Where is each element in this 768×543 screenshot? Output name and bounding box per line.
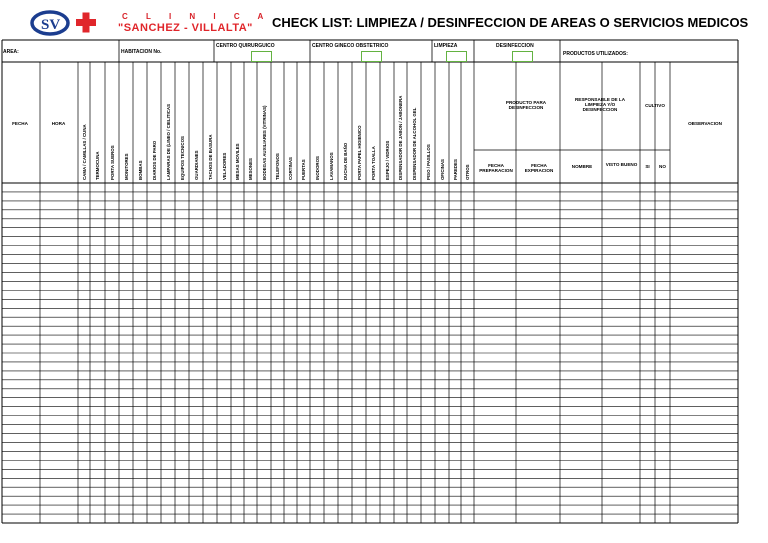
item-column-header: DUCHA DE BAÑO bbox=[342, 142, 348, 180]
area-label: AREA: bbox=[3, 49, 19, 55]
item-column-header: GUARDIANES bbox=[193, 150, 199, 180]
item-column-header: LAMPARAS DE (LINEO / CIELITICAS bbox=[165, 103, 171, 180]
item-column-header: OFICINAS bbox=[439, 159, 445, 180]
fecha-header: FECHA bbox=[12, 121, 28, 126]
item-column-header: PUERTAS bbox=[301, 159, 306, 180]
visto-bueno-header: VISTO BUENO bbox=[605, 162, 638, 167]
fecha-preparacion-header: FECHA PREPARACION bbox=[479, 163, 513, 173]
clinic-name: "SANCHEZ - VILLALTA" bbox=[118, 22, 253, 34]
item-column-header: MESONES bbox=[248, 158, 253, 180]
item-column-header: PORTA SUEROS bbox=[109, 145, 115, 180]
item-column-header: OTROS bbox=[465, 164, 470, 180]
item-column-header: TERMOCUNA bbox=[95, 151, 100, 180]
desinfeccion-checkbox[interactable] bbox=[512, 51, 533, 62]
item-column-header: BOMBAS bbox=[137, 160, 143, 180]
item-column-header: DIARIOS DE PARO bbox=[151, 140, 157, 180]
item-column-header: DISPENSADOR DE ALCOHOL GEL bbox=[411, 107, 417, 180]
item-column-header: DISPENSADOR DE JABON / JABONERA bbox=[398, 95, 403, 180]
si-header: SI bbox=[645, 164, 650, 169]
observacion-header: OBSERVACION bbox=[688, 121, 722, 126]
svg-text:SV: SV bbox=[41, 17, 61, 33]
item-column-header: MESAS MOVILES bbox=[235, 143, 240, 180]
item-column-header: EQUIPOS TECNICOS bbox=[179, 136, 185, 180]
no-header: NO bbox=[659, 164, 666, 169]
item-column-header: VELADORES bbox=[221, 152, 227, 180]
item-column-header: CAMA / CAMILLAS / CUNA bbox=[81, 124, 87, 180]
centro-quirurgico-label: CENTRO QUIRURGUICO bbox=[216, 43, 275, 49]
responsable-group-header: RESPONSABLE DE LA LIMPIEZA Y/O DESINFECCION bbox=[574, 97, 626, 112]
item-column-header: PISO / PASILLOS bbox=[425, 144, 431, 180]
page-title: CHECK LIST: LIMPIEZA / DESINFECCION DE AREAS O SERVICIOS MEDICOS bbox=[272, 15, 749, 30]
item-column-header: PORTA PAPEL HIGIENICO bbox=[356, 125, 362, 180]
item-column-header: TACHOS DE BASURA bbox=[207, 134, 213, 180]
item-column-header: TELEFONOS bbox=[275, 153, 280, 180]
item-column-header: PORTA TOALLA bbox=[370, 146, 376, 180]
nombre-header: NOMBRE bbox=[571, 164, 593, 169]
limpieza-checkbox[interactable] bbox=[446, 51, 467, 62]
productos-label: PRODUCTOS UTILIZADOS: bbox=[563, 51, 628, 57]
producto-group-header: PRODUCTO PARA DESINFECCION bbox=[505, 100, 547, 110]
habitacion-label: HABITACION No. bbox=[121, 49, 162, 55]
item-column-header: CORTINAS bbox=[288, 157, 293, 180]
fecha-expiracion-header: FECHA EXPIRACION bbox=[524, 163, 554, 173]
hora-header: HORA bbox=[51, 121, 66, 126]
item-column-header: PAREDES bbox=[452, 159, 458, 180]
centro-gineco-checkbox[interactable] bbox=[361, 51, 382, 62]
centro-quirurgico-checkbox[interactable] bbox=[251, 51, 272, 62]
item-column-header: MONITORES bbox=[123, 153, 129, 180]
item-column-header: INODOROS bbox=[314, 156, 320, 180]
cultivo-header: CULTIVO bbox=[645, 103, 665, 108]
item-column-header: LAVAMANOS bbox=[328, 152, 334, 180]
limpieza-label: LIMPIEZA bbox=[434, 43, 458, 49]
centro-gineco-label: CENTRO GINECO OBSTETRICO bbox=[312, 43, 389, 49]
desinfeccion-label: DESINFECCION bbox=[496, 43, 534, 49]
item-column-header: ESPEJO / VIDRIOS bbox=[384, 140, 390, 180]
clinic-top-label: C L I N I C A bbox=[122, 12, 272, 21]
item-column-header: BODEGAS AUXILIARES (VITRINAS) bbox=[261, 105, 267, 180]
